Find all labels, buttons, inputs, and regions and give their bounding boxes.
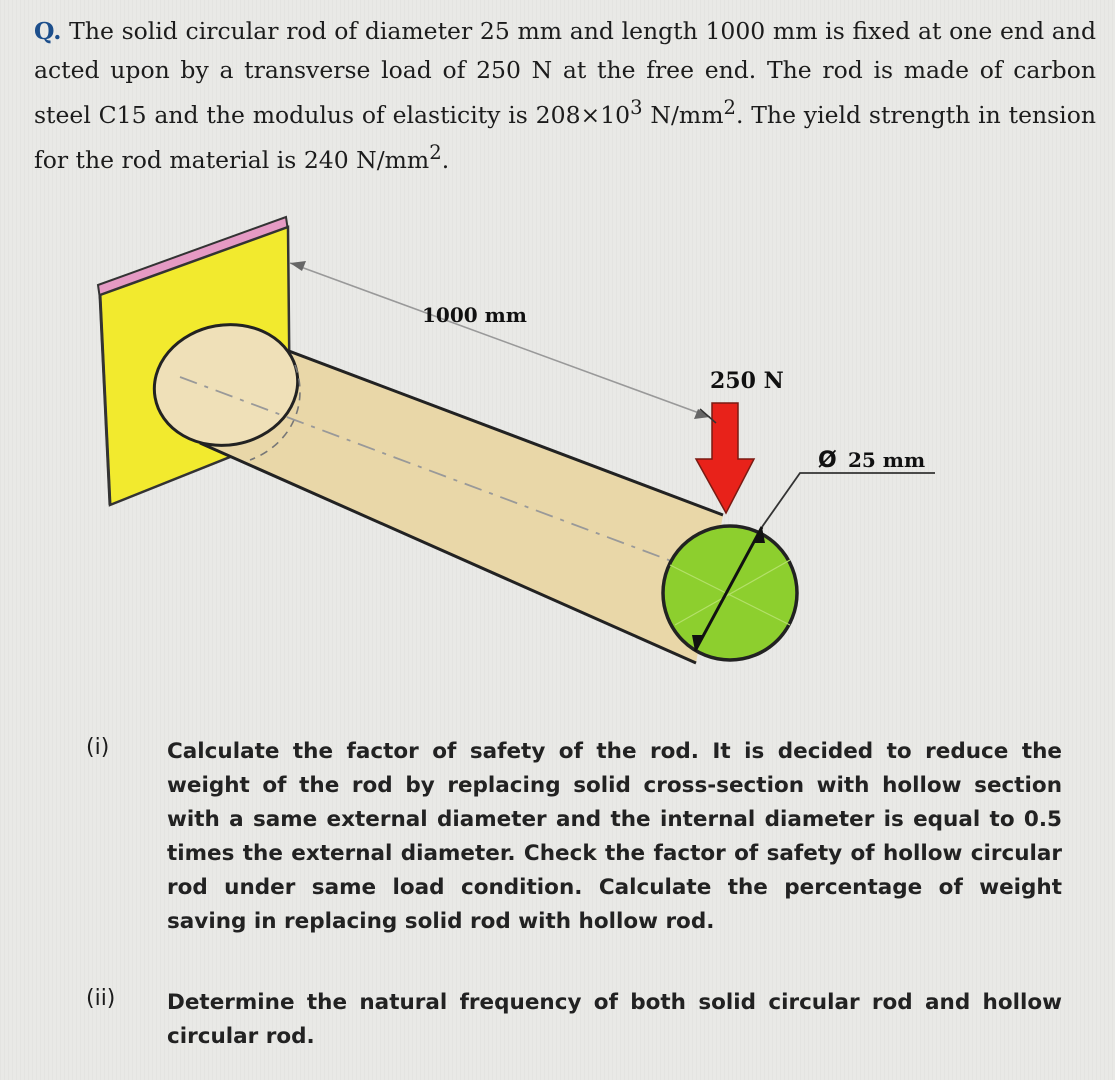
- question-text-3: . The yield strength in tension for the rod material is 240 N/mm: [34, 100, 1096, 175]
- rod-free-end-face: [663, 526, 797, 660]
- diameter-leader-line: [762, 473, 935, 527]
- question-marker: Q.: [34, 17, 62, 45]
- question-exponent-1: 3: [630, 96, 643, 119]
- question-text-1: The solid circular rod of diameter 25 mm and length 1000 mm is fixed at one end and acted upon by a transverse load of 250 N at the free end. The rod is made of carbon steel C15 and the modulus of elasticity is 208×10: [34, 17, 1096, 129]
- load-label: 250 N: [710, 368, 784, 394]
- length-arrowhead-left: [290, 261, 306, 271]
- task-number-2: (ii): [86, 986, 116, 1011]
- task-number-1: (i): [86, 735, 110, 760]
- question-exponent-2: 2: [723, 96, 736, 119]
- diameter-symbol-icon: Ø: [818, 448, 837, 473]
- cantilever-rod-figure: [90, 205, 950, 685]
- question-paragraph: [34, 12, 1096, 180]
- load-arrow: [696, 403, 754, 513]
- diameter-label: 25 mm: [848, 448, 926, 472]
- question-text-4: .: [441, 146, 450, 175]
- task-text-2: Determine the natural frequency of both solid circular rod and hollow circular rod.: [167, 990, 1062, 1049]
- question-exponent-3: 2: [429, 141, 442, 165]
- question-text-2: N/mm: [642, 100, 724, 129]
- length-label: 1000 mm: [422, 303, 527, 327]
- task-text-1: Calculate the factor of safety of the rod. It is decided to reduce the weight of the rod by replacing solid cross-section with hollow section with a same external diameter and the internal diameter is equal to 0.5 times the external diameter. Check the factor of safety of hollow circular rod under same load condition. Calculate the percentage of weight saving in replacing solid rod with hollow rod.: [167, 739, 1062, 934]
